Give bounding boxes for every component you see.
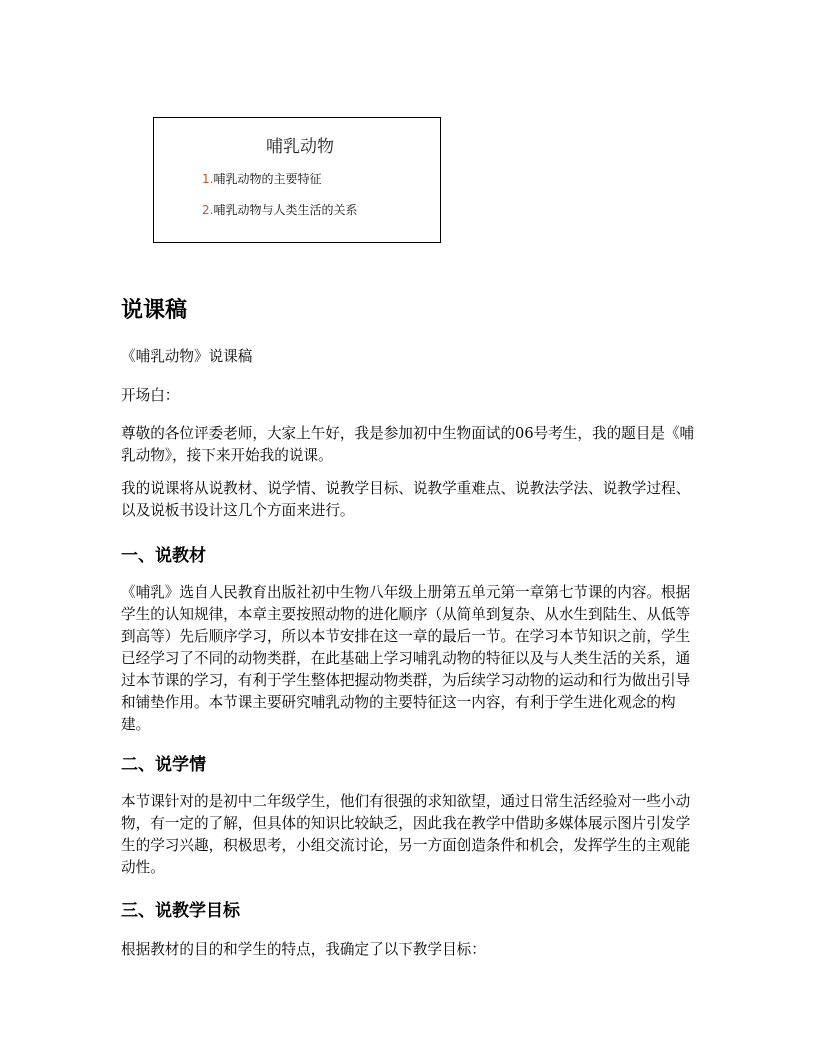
section-text-objectives: 根据教材的目的和学生的特点，我确定了以下教学目标： <box>121 941 486 958</box>
board-item-number: 2. <box>202 203 214 217</box>
document-title: 说课稿 <box>121 298 188 323</box>
intro-paragraph: 尊敬的各位评委老师，大家上午好，我是参加初中生物面试的06号考生，我的题目是《哺乳动物》，接下来开始我的说课。 <box>121 425 695 464</box>
section-heading-textbook: 一、说教材 <box>121 546 206 566</box>
section-heading-students: 二、说学情 <box>121 755 206 775</box>
board-item-number: 1. <box>202 172 214 186</box>
section-text-students: 本节课针对的是初中二年级学生，他们有很强的求知欲望，通过日常生活经验对一些小动物，有一定的了解，但具体的知识比较缺乏，因此我在教学中借助多媒体展示图片引发学生的学习兴趣，积极思考，小组交流讨论，另一方面创造条件和机会，发挥学生的主观能动性。 <box>121 793 691 876</box>
subtitle-paragraph: 《哺乳动物》说课稿 <box>121 348 253 365</box>
board-item-text: 哺乳动物的主要特征 <box>213 172 322 186</box>
outline-paragraph: 我的说课将从说教材、说学情、说教学目标、说教学重难点、说教法学法、说教学过程、以及说板书设计这几个方面来进行。 <box>121 480 691 519</box>
opening-label: 开场白： <box>121 387 180 404</box>
board-item <box>202 170 321 187</box>
board-item-text: 哺乳动物与人类生活的关系 <box>213 203 358 217</box>
board-item <box>202 201 357 218</box>
section-heading-objectives: 三、说教学目标 <box>121 901 240 921</box>
board-title: 哺乳动物 <box>266 137 334 157</box>
blackboard-design-box <box>153 117 441 243</box>
section-text-textbook: 《哺乳》选自人民教育出版社初中生物八年级上册第五单元第一章第七节课的内容。根据学生的认知规律，本章主要按照动物的进化顺序（从简单到复杂、从水生到陆生、从低等到高等）先后顺序学习，所以本节安排在这一章的最后一节。在学习本节知识之前，学生已经学习了不同的动物类群，在此基础上学习哺乳动物的特征以及与人类生活的关系，通过本节课的学习，有利于学生整体把握动物类群，为后续学习动物的运动和行为做出引导和铺垫作用。本节课主要研究哺乳动物的主要特征这一内容，有利于学生进化观念的构建。 <box>121 584 691 733</box>
